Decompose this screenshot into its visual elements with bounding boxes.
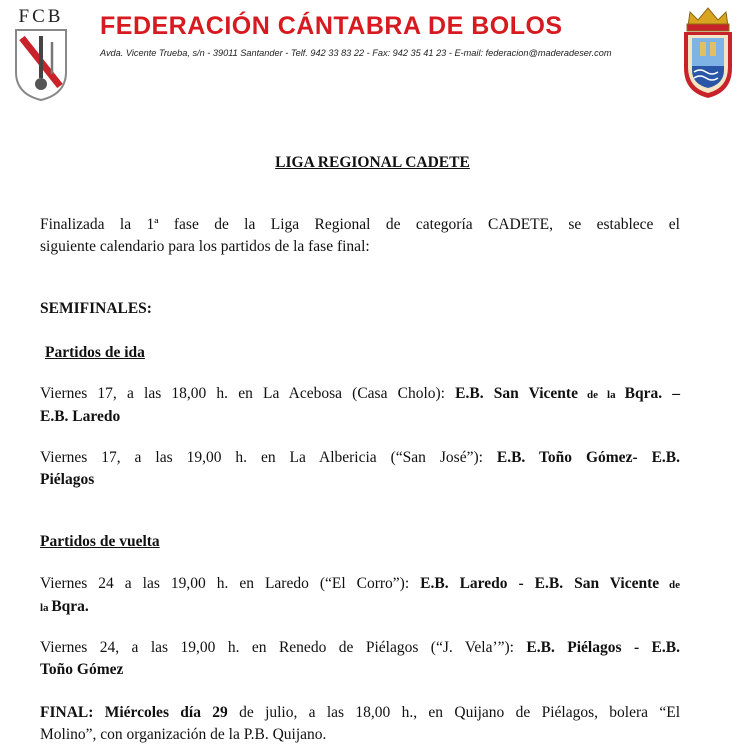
- vuelta-match-1-small-de: de: [659, 579, 681, 591]
- vuelta-match-2-team-b: Toño Gómez: [40, 661, 124, 678]
- intro-line-2: siguiente calendario para los partidos de la fase final:: [40, 238, 370, 255]
- vuelta-match-2: [40, 637, 680, 681]
- ida-match-1: [40, 383, 680, 428]
- ida-match-2-line-1: [40, 447, 680, 469]
- final-details: de julio, a las 18,00 h., en Quijano de Piélagos, bolera “El: [227, 704, 680, 721]
- vuelta-match-1-line-2: [40, 596, 680, 619]
- ida-match-2-details: Viernes 17, a las 19,00 h. en La Albericia (“San José”):: [40, 449, 497, 466]
- semifinals-heading: SEMIFINALES:: [40, 300, 152, 317]
- organization-address: Avda. Vicente Trueba, s/n - 39011 Santander - Telf. 942 33 83 22 - Fax: 942 35 41 23 - E-mail: federacion@maderadeser.com: [100, 48, 612, 58]
- ida-heading: Partidos de ida: [45, 344, 145, 361]
- final-label: FINAL:: [40, 704, 94, 721]
- vuelta-match-1-teams: E.B. Laredo - E.B. San Vicente: [420, 575, 660, 592]
- ida-match-2-team-b: Piélagos: [40, 471, 95, 488]
- intro-paragraph: [40, 214, 680, 258]
- ida-match-2-team-a: E.B. Toño Gómez- E.B.: [496, 449, 680, 466]
- intro-line-1: Finalizada la 1ª fase de la Liga Regional de categoría CADETE, se establece el: [40, 216, 680, 233]
- vuelta-match-1-end: Bqra.: [51, 598, 89, 615]
- vuelta-match-2-team-a: E.B. Piélagos - E.B.: [526, 639, 680, 656]
- vuelta-match-1-small-la: la: [40, 602, 52, 614]
- document-title: LIGA REGIONAL CADETE: [275, 154, 470, 171]
- ida-match-1-line-1: [40, 383, 680, 406]
- final-paragraph: [40, 702, 680, 746]
- vuelta-match-1-line-1: [40, 573, 680, 596]
- ida-match-2: [40, 447, 680, 491]
- organization-name: FEDERACIÓN CÁNTABRA DE BOLOS: [100, 12, 563, 40]
- fcb-logo-letters: FCB: [18, 6, 64, 27]
- vuelta-match-1: [40, 573, 680, 619]
- vuelta-match-2-details: Viernes 24, a las 19,00 h. en Renedo de Piélagos (“J. Vela’”):: [40, 639, 527, 656]
- final-line-1: [40, 702, 680, 724]
- coat-of-arms-icon: [678, 2, 738, 100]
- vuelta-match-2-line-1: [40, 637, 680, 659]
- final-date: Miércoles día 29: [93, 704, 228, 721]
- ida-match-1-team-b: E.B. Laredo: [40, 408, 121, 425]
- fcb-logo: [10, 6, 72, 100]
- ida-match-1-team-a: E.B. San Vicente: [455, 385, 578, 402]
- vuelta-heading: Partidos de vuelta: [40, 533, 160, 550]
- ida-match-1-team-a-end: Bqra. –: [624, 385, 681, 402]
- ida-match-1-details: Viernes 17, a las 18,00 h. en La Acebosa (Casa Cholo):: [40, 385, 456, 402]
- final-line-2: Molino”, con organización de la P.B. Quijano.: [40, 726, 327, 743]
- fcb-shield-icon: [12, 28, 70, 102]
- ida-match-1-team-a-small: de la: [577, 389, 625, 401]
- vuelta-match-1-details: Viernes 24 a las 19,00 h. en Laredo (“El Corro”):: [40, 575, 421, 592]
